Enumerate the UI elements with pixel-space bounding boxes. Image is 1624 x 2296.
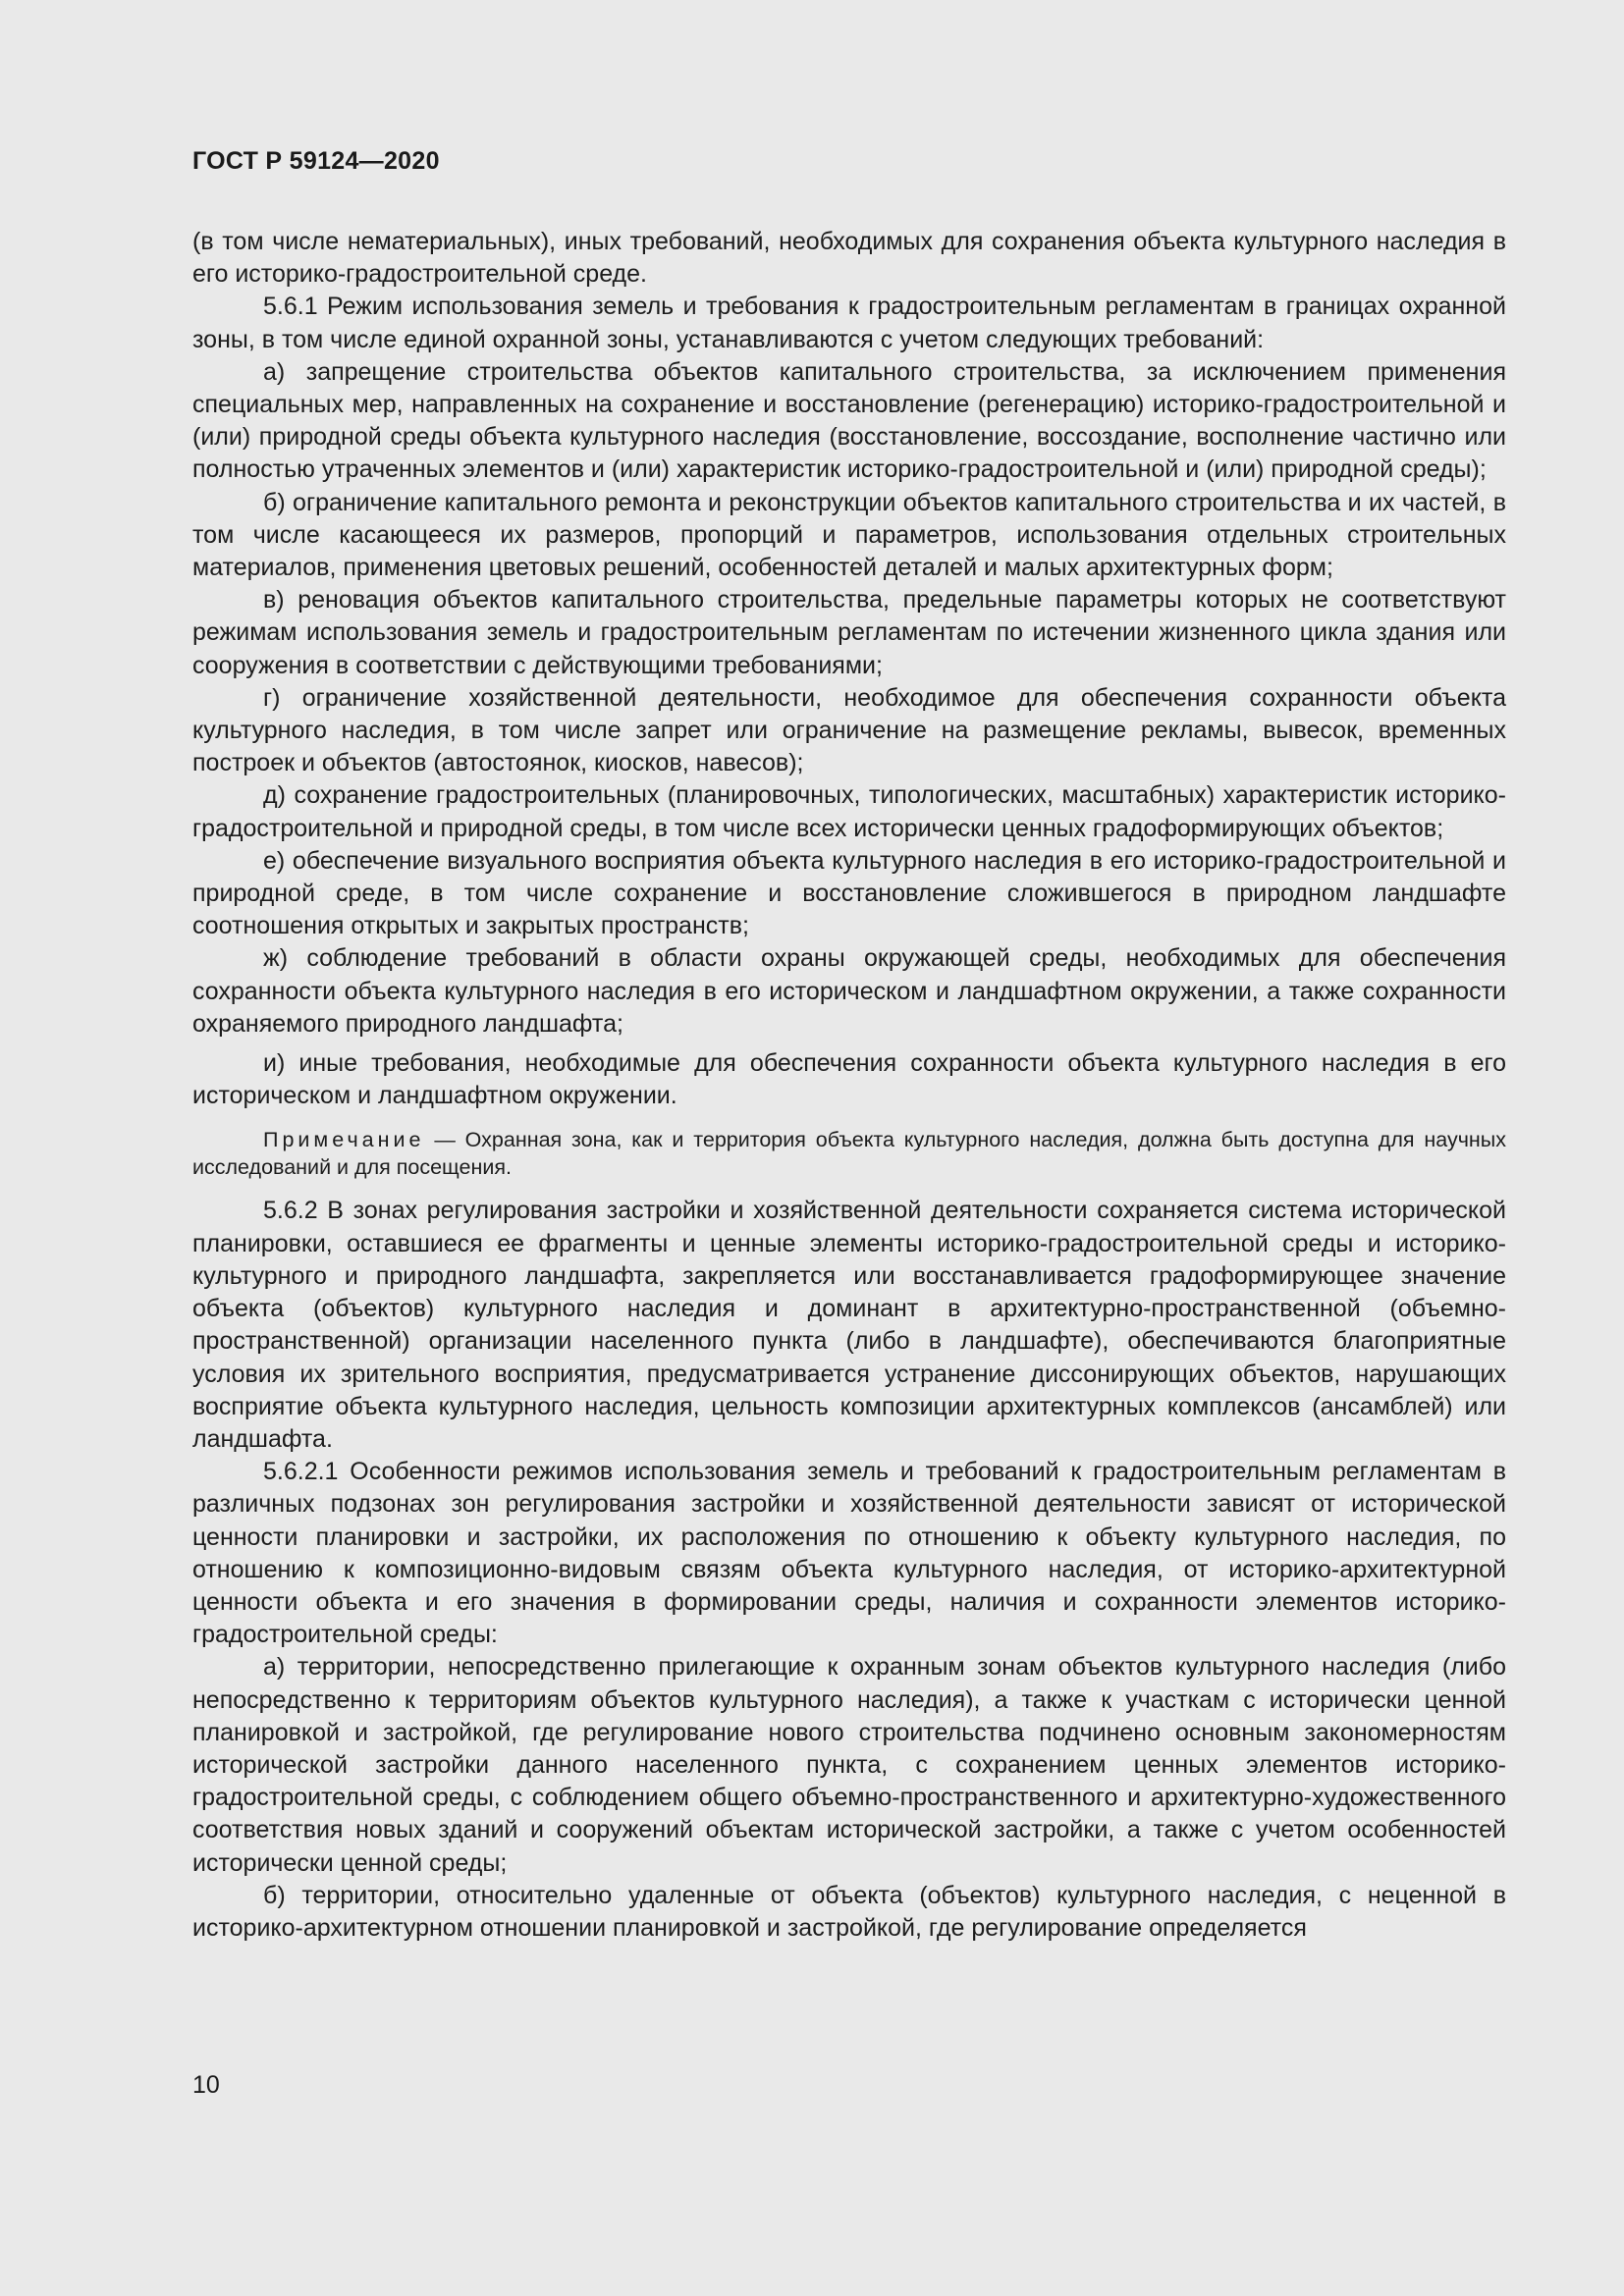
note-block [192,1126,1506,1181]
note-text: — Охранная зона, как и территория объекта культурного наследия, должна быть доступна для научных исследований и для посещения. [192,1128,1506,1180]
sublist-item-a: а) территории, непосредственно прилегающие к охранным зонам объектов культурного наследия (либо непосредственно к территориям объектов культурного наследия), а также к участкам с исторически ценной планировкой и застройкой, где регулирование нового строительства подчинено основным закономерностям исторической застройки данного населенного пункта, с сохранением ценных элементов историко-градостроительной среды, с соблюдением общего объемно-пространственного и архитектурно-художественного соответствия новых зданий и сооружений объектам исторической застройки, а также с учетом особенностей исторически ценной среды; [192,1653,1506,1877]
list-item-i: и) иные требования, необходимые для обеспечения сохранности объекта культурного наследия в его историческом и ландшафтном окружении. [192,1049,1506,1110]
list-item-a: а) запрещение строительства объектов капитального строительства, за исключением применения специальных мер, направленных на сохранение и восстановление (регенерацию) историко-градостроительной и (или) природной среды объекта культурного наследия (восстановление, воссоздание, восполнение частично или полностью утраченных элементов и (или) характеристик историко-градостроительной и (или) природной среды); [192,357,1506,484]
paragraph-5-6-2: 5.6.2 В зонах регулирования застройки и хозяйственной деятельности сохраняется система исторической планировки, оставшиеся ее фрагменты и ценные элементы историко-градостроительной среды и историко-культурного и природного ландшафта, закрепляется или восстанавливается градоформирующее значение объекта (объектов) культурного наследия и доминант в архитектурно-пространственной (объемно-пространственной) организации населенного пункта (либо в ландшафте), обеспечиваются благоприятные условия их зрительного восприятия, предусматривается устранение диссонирующих объектов, нарушающих восприятие объекта культурного наследия, цельность композиции архитектурных комплексов (ансамблей) или ландшафта. [192,1197,1506,1453]
standard-header: ГОСТ Р 59124—2020 [192,147,440,175]
list-item-zh: ж) соблюдение требований в области охраны окружающей среды, необходимых для обеспечения сохранности объекта культурного наследия в его историческом и ландшафтном окружении, а также сохранности охраняемого природного ландшафта; [192,944,1506,1038]
page-number: 10 [192,2071,220,2099]
list-item-d: д) сохранение градостроительных (планировочных, типологических, масштабных) характеристик историко-градостроительной и природной среды, в том числе всех исторически ценных градоформирующих объектов; [192,781,1506,842]
paragraph-continuation: (в том числе нематериальных), иных требований, необходимых для сохранения объекта культурного наследия в его историко-градостроительной среде. [192,228,1506,289]
note-label: Примечание [263,1128,425,1152]
list-item-v: в) реновация объектов капитального строительства, предельные параметры которых не соответствуют режимам использования земель и градостроительным регламентам по истечении жизненного цикла здания или сооружения в соответствии с действующими требованиями; [192,586,1506,679]
document-body [192,226,1506,1945]
list-item-b: б) ограничение капитального ремонта и реконструкции объектов капитального строительства и их частей, в том числе касающееся их размеров, пропорций и параметров, использования отдельных строительных материалов, применения цветовых решений, особенностей деталей и малых архитектурных форм; [192,488,1506,582]
paragraph-5-6-1: 5.6.1 Режим использования земель и требования к градостроительным регламентам в границах охранной зоны, в том числе единой охранной зоны, устанавливаются с учетом следующих требований: [192,293,1506,353]
sublist-item-b: б) территории, относительно удаленные от объекта (объектов) культурного наследия, с неценной в историко-архитектурном отношении планировкой и застройкой, где регулирование определяется [192,1881,1506,1942]
list-item-e: е) обеспечение визуального восприятия объекта культурного наследия в его историко-градостроительной и природной среде, в том числе сохранение и восстановление сложившегося в природном ландшафте соотношения открытых и закрытых пространств; [192,846,1506,940]
list-item-g: г) ограничение хозяйственной деятельности, необходимое для обеспечения сохранности объекта культурного наследия, в том числе запрет или ограничение на размещение рекламы, вывесок, временных построек и объектов (автостоянок, киосков, навесов); [192,683,1506,777]
paragraph-5-6-2-1: 5.6.2.1 Особенности режимов использования земель и требований к градостроительным регламентам в различных подзонах зон регулирования застройки и хозяйственной деятельности зависят от исторической ценности планировки и застройки, их расположения по отношению к объекту культурного наследия, по отношению к композиционно-видовым связям объекта культурного наследия, от историко-архитектурной ценности объекта и его значения в формировании среды, наличия и сохранности элементов историко-градостроительной среды: [192,1458,1506,1649]
